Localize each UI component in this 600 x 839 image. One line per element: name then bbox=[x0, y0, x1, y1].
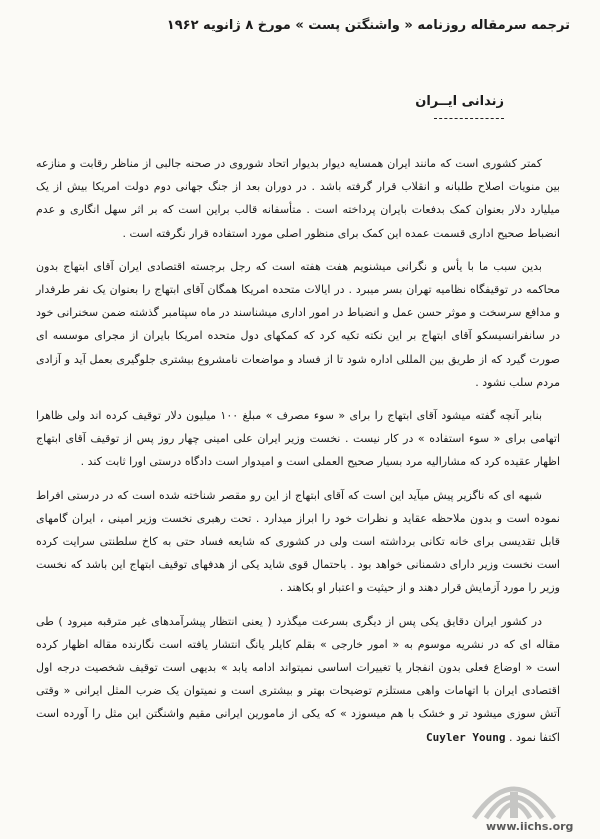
paragraph-2: بدین سبب ما با یأس و نگرانی میشنویم هفت هفته است که رجل برجسته اقتصادی ایران آقای ابتهاج بدون محاکمه در توقیفگاه نظامیه تهران بسر میبرد . در ایالات متحده امریکا همگان آقای ابتهاج را بعنوان یک نفر طرفدار و مدافع سرسخت و موثر حسن عمل و انضباط در امور اداری میشناسند در ماه سپتامبر گذشته ضمن سخنرانی خود در سانفرانسیسکو آقای ابتهاج بر این نکته تکیه کرد که کمکهای دول متحده امریکا بایران از مجرای موسسه ای صورت گیرد که از طریق بین المللی اداره شود تا از فساد و مواضعات نامشروع بیشتری جلوگیری بعمل آید و آزادی مردم سلب نشود . bbox=[36, 259, 560, 389]
paragraph-1: کمتر کشوری است که مانند ایران همسایه دیوار بدیوار اتحاد شوروی در صحنه جالبی از مناظر رقابت و منازعه بین منویات اصلاح طلبانه و انقلاب قرار گرفته باشد . در دوران بعد از جنگ جهانی دوم دولت امریکا بیش از یک میلیارد دلار بعنوان کمک بدفعات بایران پرداخته است . متأسفانه قالب براین است که بر اثر سهل انگاری و عدم انضباط صحیح اداری قسمت عمده این کمک برای منظور اصلی مورد استفاده قرار نگرفته است . bbox=[36, 157, 560, 240]
author-latin-name: Cuyler Young bbox=[425, 730, 506, 744]
title-underline bbox=[434, 118, 504, 119]
paragraph-3: بنابر آنچه گفته میشود آقای ابتهاج را برای « سوء مصرف » مبلغ ۱۰۰ میلیون دلار توقیف کرده اند ولی ظاهرا اتهامی برای « سوء استفاده » در کار نیست . نخست وزیر ایران علی امینی چهار روز پس از توقیف آقای ابتهاج اظهار عقیده کرد که مشارالیه مرد بسیار صحیح العملی است و امیدوار است دادگاه درستی اورا ثابت کند . bbox=[36, 409, 560, 469]
paragraph-5 bbox=[36, 610, 560, 749]
website-watermark: www.iichs.org bbox=[486, 820, 574, 833]
paragraph-4: شبهه ای که ناگزیر پیش میآید این است که آقای ابتهاج از این رو مقصر شناخته شده است که در درستی افراط نموده است و بدون ملاحظه عقاید و نظرات خود را ابراز میدارد . تحت رهبری نخست وزیر امینی ، ایران گامهای قابل تقدیسی برای خانه تکانی برداشته است ولی در کشوری که شایعه فساد حتی به کاخ سلطنتی سرایت کرده است نخست وزیر دارای دشمنانی خواهد بود . باحتمال قوی شاید یکی از هدفهای توقیف ابتهاج این باشد که نخست وزیر را مورد آزمایش قرار دهند و از حیثیت و اعتبار او بکاهند . bbox=[36, 488, 560, 595]
paragraph-5-text: در کشور ایران دقایق یکی پس از دیگری بسرعت میگذرد ( یعنی انتظار پیشرآمدهای غیر مترقبه میرود ) طی مقاله ای که در نشریه موسوم به « امور خارجی » بقلم کایلر یانگ انتشار یافته است نگارنده مقاله اظهار کرده است « اوضاع فعلی بدون انفجار یا تغییرات اساسی نمیتواند ادامه یابد » بدیهی است توقیف شخصیت درجه اول اقتصادی ایران با اتهامات واهی مستلزم توضیحات بهتر و بیشتری است و نمیتوان یک ضرب المثل ایرانی « وقتی آتش سوزی میشود تر و خشک با هم میسوزد » که یکی از مامورین ایرانی مقیم واشنگتن این مثل را آورده است اکتفا نمود . bbox=[36, 614, 560, 744]
document-header: ترجمه سرمقاله روزنامه « واشنگتن پست » مورخ ۸ ژانویه ۱۹۶۲ bbox=[166, 18, 570, 33]
archive-logo-icon bbox=[464, 770, 564, 820]
document-title: زندانی ایــران bbox=[415, 94, 504, 109]
document-body bbox=[36, 152, 560, 759]
